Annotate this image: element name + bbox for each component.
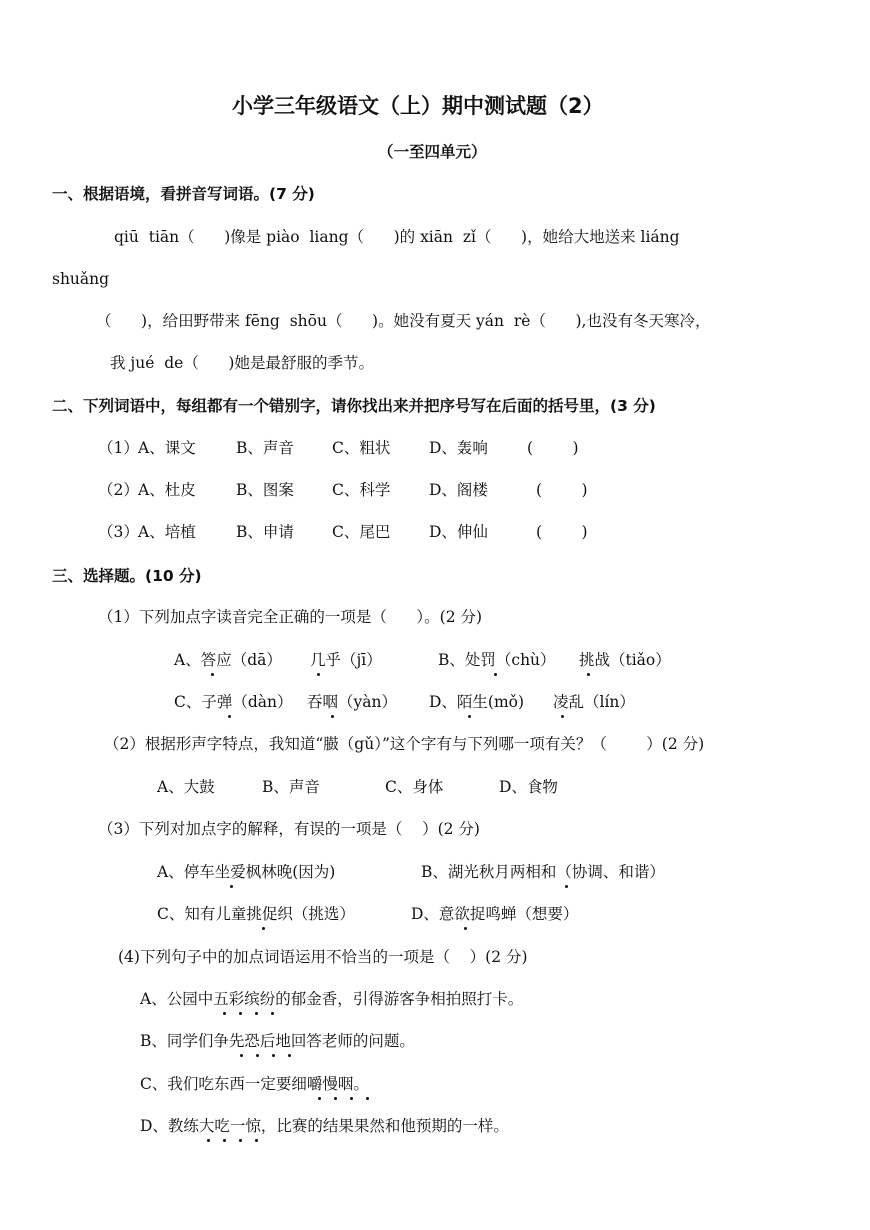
- emphasis-dot: [561, 715, 564, 718]
- q3-option-d: D、意欲捉鸣蝉（想要）: [411, 905, 579, 923]
- emphasis-dot: [350, 1097, 353, 1100]
- emphasis-dot: [288, 1054, 291, 1057]
- option-d: D、轰响: [429, 439, 488, 457]
- q1-option-d-second: 凌乱（lín）: [553, 693, 635, 711]
- q2-option-a: A、大鼓: [157, 778, 215, 796]
- emphasis-dot: [494, 673, 497, 676]
- q1-option-c-second: 吞咽（yàn）: [307, 693, 397, 711]
- emphasis-dot: [239, 1012, 242, 1015]
- q3-option-c: C、知有儿童挑促织（挑选）: [157, 905, 355, 923]
- q4-option-c: C、我们吃东西一定要细嚼慢咽。: [140, 1075, 369, 1093]
- emphasis-dot: [334, 1097, 337, 1100]
- pinyin-line-1: qiū tiān（ )像是 piào liang（ )的 xiān zǐ（ )，她给大地送来 liáng: [114, 228, 680, 246]
- question-2-stem: （2）根据形声字特点，我知道“臌（gǔ）”这个字有与下列哪一项有关？（ ）(2 分): [104, 735, 705, 753]
- emphasis-dot: [272, 1054, 275, 1057]
- emphasis-dot: [211, 673, 214, 676]
- emphasis-dot: [331, 715, 334, 718]
- q1-option-b-second: 挑战（tiǎo）: [579, 651, 671, 669]
- emphasis-dot: [256, 1054, 259, 1057]
- q3-option-b: B、湖光秋月两相和（协调、和谐）: [421, 863, 665, 881]
- exam-subtitle: （一至四单元）: [378, 143, 487, 161]
- emphasis-dot: [223, 1139, 226, 1142]
- option-a: A、培植: [138, 523, 196, 541]
- question-3-stem: （3）下列对加点字的解释，有误的一项是（ ）(2 分): [98, 820, 480, 838]
- option-c: C、科学: [332, 481, 391, 499]
- option-a: A、杜皮: [138, 481, 196, 499]
- emphasis-dot: [230, 885, 233, 888]
- emphasis-dot: [207, 1139, 210, 1142]
- emphasis-dot: [223, 1012, 226, 1015]
- q2-option-d: D、食物: [499, 778, 558, 796]
- option-b: B、图案: [236, 481, 294, 499]
- row-number: （2）: [98, 481, 139, 499]
- emphasis-dot: [587, 673, 590, 676]
- emphasis-dot: [255, 1012, 258, 1015]
- answer-blank: ( ): [527, 439, 579, 457]
- pinyin-line-4: 我 jué de（ )她是最舒服的季节。: [110, 354, 374, 372]
- q1-option-d: D、陌生(mǒ): [429, 693, 525, 711]
- question-4-stem: (4)下列句子中的加点词语运用不恰当的一项是（ ）(2 分): [118, 948, 528, 966]
- pinyin-line-2: shuǎng: [52, 270, 110, 288]
- emphasis-dot: [239, 1139, 242, 1142]
- emphasis-dot: [468, 715, 471, 718]
- emphasis-dot: [464, 927, 467, 930]
- exam-title: 小学三年级语文（上）期中测试题（2）: [232, 94, 604, 118]
- q4-option-d: D、教练大吃一惊，比赛的结果果然和他预期的一样。: [140, 1117, 509, 1135]
- answer-blank: ( ): [536, 481, 588, 499]
- emphasis-dot: [366, 1097, 369, 1100]
- q1-option-c: C、子弹（dàn）: [174, 693, 293, 711]
- emphasis-dot: [228, 715, 231, 718]
- q2-option-c: C、身体: [385, 778, 444, 796]
- option-b: B、申请: [236, 523, 294, 541]
- emphasis-dot: [271, 1012, 274, 1015]
- emphasis-dot: [240, 1054, 243, 1057]
- section-2-heading: 二、下列词语中，每组都有一个错别字，请你找出来并把序号写在后面的括号里，(3 分): [52, 397, 656, 415]
- emphasis-dot: [317, 673, 320, 676]
- q3-option-a: A、停车坐爱枫林晚(因为): [157, 863, 336, 881]
- option-c: C、粗状: [332, 439, 391, 457]
- answer-blank: ( ): [536, 523, 588, 541]
- emphasis-dot: [255, 1139, 258, 1142]
- row-number: （1）: [98, 439, 139, 457]
- section-1-heading: 一、根据语境，看拼音写词语。(7 分): [52, 185, 315, 203]
- emphasis-dot: [565, 885, 568, 888]
- row-number: （3）: [98, 523, 139, 541]
- option-b: B、声音: [236, 439, 294, 457]
- q1-option-a: A、答应（dā）: [174, 651, 282, 669]
- option-d: D、阁楼: [429, 481, 488, 499]
- q1-option-a-second: 几乎（jī）: [310, 651, 382, 669]
- q4-option-b: B、同学们争先恐后地回答老师的问题。: [140, 1032, 415, 1050]
- emphasis-dot: [318, 1097, 321, 1100]
- q4-option-a: A、公园中五彩缤纷的郁金香，引得游客争相拍照打卡。: [140, 990, 524, 1008]
- pinyin-line-3: （ )，给田野带来 fēng shōu（ )。她没有夏天 yán rè（ ),也没有冬天寒冷，: [96, 312, 711, 330]
- option-d: D、伸仙: [429, 523, 488, 541]
- q1-option-b: B、处罚（chù）: [438, 651, 556, 669]
- q2-option-b: B、声音: [262, 778, 320, 796]
- section-3-heading: 三、选择题。(10 分): [52, 567, 202, 585]
- option-a: A、课文: [138, 439, 196, 457]
- emphasis-dot: [262, 927, 265, 930]
- option-c: C、尾巴: [332, 523, 391, 541]
- question-1-stem: （1）下列加点字读音完全正确的一项是（ ）。(2 分): [98, 608, 483, 626]
